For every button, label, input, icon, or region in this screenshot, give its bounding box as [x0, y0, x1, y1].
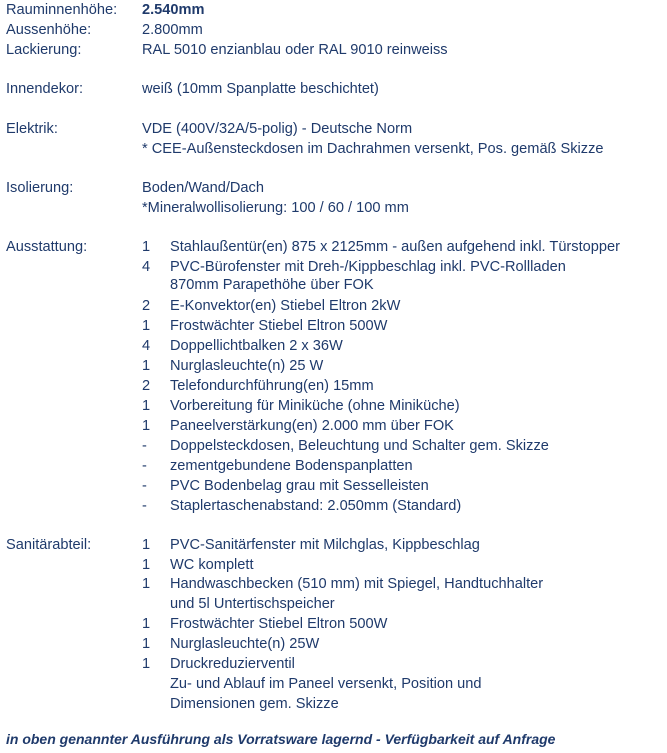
elektrik-line-1: VDE (400V/32A/5-polig) - Deutsche Norm: [142, 121, 413, 137]
list-item-qty: -: [142, 438, 147, 454]
label-elektrik: Elektrik:: [6, 121, 58, 137]
list-item-text: Staplertaschenabstand: 2.050mm (Standard): [170, 498, 462, 514]
list-item-text: WC komplett: [170, 557, 254, 573]
list-item-text: Druckreduzierventil: [170, 656, 295, 672]
list-item-text: Nurglasleuchte(n) 25 W: [170, 358, 324, 374]
list-item-qty: 1: [142, 398, 151, 414]
list-item-qty: 1: [142, 616, 151, 632]
list-item-text: Doppellichtbalken 2 x 36W: [170, 338, 343, 354]
value-lackierung: RAL 5010 enzianblau oder RAL 9010 reinweiss: [142, 42, 448, 58]
availability-note: in oben genannter Ausführung als Vorratsware lagernd - Verfügbarkeit auf Anfrage: [6, 731, 556, 747]
isolierung-line-1: Boden/Wand/Dach: [142, 180, 264, 196]
list-item-qty: 1: [142, 656, 151, 672]
label-innendekor: Innendekor:: [6, 81, 84, 97]
list-item-text: Nurglasleuchte(n) 25W: [170, 636, 320, 652]
list-item-text-cont: Zu- und Ablauf im Paneel versenkt, Position und: [170, 676, 482, 692]
label-aussenhoehe: Aussenhöhe:: [6, 22, 92, 38]
list-item-text: Vorbereitung für Miniküche (ohne Miniküche): [170, 398, 460, 414]
label-lackierung: Lackierung:: [6, 42, 82, 58]
list-item-qty: -: [142, 478, 147, 494]
elektrik-line-2: * CEE-Außensteckdosen im Dachrahmen versenkt, Pos. gemäß Skizze: [142, 141, 604, 157]
list-item-text: Paneelverstärkung(en) 2.000 mm über FOK: [170, 418, 454, 434]
list-item-qty: 1: [142, 239, 151, 255]
list-item-qty: 1: [142, 537, 151, 553]
list-item-text-cont: und 5l Untertischspeicher: [170, 596, 335, 612]
value-innendekor: weiß (10mm Spanplatte beschichtet): [142, 81, 379, 97]
list-item-text: PVC Bodenbelag grau mit Sesselleisten: [170, 478, 429, 494]
label-sanitaerabteil: Sanitärabteil:: [6, 537, 92, 553]
list-item-text: Doppelsteckdosen, Beleuchtung und Schalter gem. Skizze: [170, 438, 549, 454]
list-item-text: Handwaschbecken (510 mm) mit Spiegel, Handtuchhalter: [170, 576, 544, 592]
list-item-qty: -: [142, 498, 147, 514]
list-item-text: Telefondurchführung(en) 15mm: [170, 378, 374, 394]
value-rauminnenhoehe: 2.540mm: [142, 2, 205, 18]
list-item-qty: 4: [142, 259, 151, 275]
list-item-text: Stahlaußentür(en) 875 x 2125mm - außen aufgehend inkl. Türstopper: [170, 239, 620, 255]
label-isolierung: Isolierung:: [6, 180, 74, 196]
list-item-qty: 2: [142, 298, 151, 314]
list-item-text-cont: 870mm Parapethöhe über FOK: [170, 277, 374, 293]
list-item-text: PVC-Bürofenster mit Dreh-/Kippbeschlag inkl. PVC-Rollladen: [170, 259, 566, 275]
list-item-qty: 1: [142, 418, 151, 434]
list-item-text: Frostwächter Stiebel Eltron 500W: [170, 616, 388, 632]
list-item-qty: 1: [142, 318, 151, 334]
list-item-qty: 1: [142, 636, 151, 652]
list-item-qty: 4: [142, 338, 151, 354]
list-item-qty: 2: [142, 378, 151, 394]
isolierung-line-2: *Mineralwollisolierung: 100 / 60 / 100 mm: [142, 200, 409, 216]
list-item-qty: -: [142, 458, 147, 474]
list-item-qty: 1: [142, 557, 151, 573]
label-ausstattung: Ausstattung:: [6, 239, 88, 255]
value-aussenhoehe: 2.800mm: [142, 22, 203, 38]
list-item-text-cont: Dimensionen gem. Skizze: [170, 696, 339, 712]
list-item-text: Frostwächter Stiebel Eltron 500W: [170, 318, 388, 334]
label-rauminnenhoehe: Rauminnenhöhe:: [6, 2, 118, 18]
list-item-text: E-Konvektor(en) Stiebel Eltron 2kW: [170, 298, 401, 314]
list-item-text: PVC-Sanitärfenster mit Milchglas, Kippbeschlag: [170, 537, 480, 553]
list-item-qty: 1: [142, 576, 151, 592]
list-item-text: zementgebundene Bodenspanplatten: [170, 458, 413, 474]
list-item-qty: 1: [142, 358, 151, 374]
